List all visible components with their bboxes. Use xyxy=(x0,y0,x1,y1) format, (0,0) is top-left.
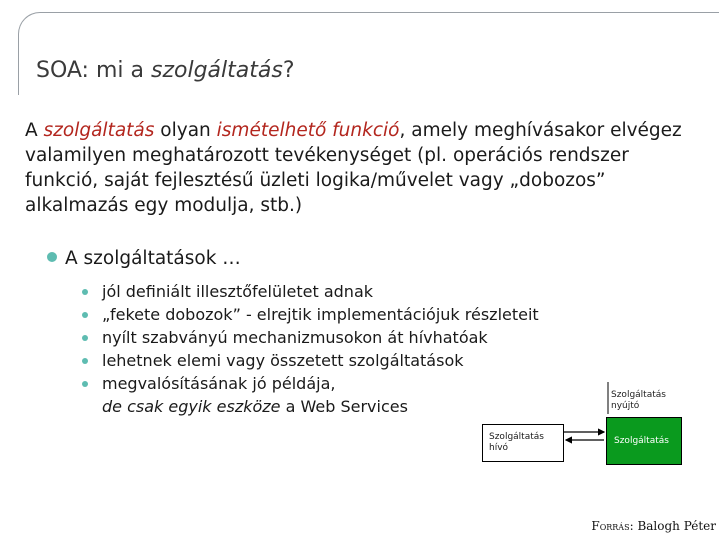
bullet-level1-text: A szolgáltatások … xyxy=(65,248,241,269)
intro-term: szolgáltatás xyxy=(43,120,155,141)
intro-term-2: ismételhető funkció xyxy=(216,120,400,141)
intro-text-3: , amely meghívásakor elvégez valamilyen meghatározott tevékenységet (pl. operációs rendszer funkció, saját fejlesztésű üzleti logika/művelet vagy „dobozos” alkalmazás egy modulja, stb.) xyxy=(25,120,682,216)
bullet-dot-icon xyxy=(82,289,88,295)
intro-text-2: olyan xyxy=(154,120,217,141)
intro-text-1: A xyxy=(25,120,44,141)
slide-title xyxy=(36,58,295,83)
bullet-level1 xyxy=(47,248,241,269)
provider-label-line-1: Szolgáltatás xyxy=(611,390,666,400)
list-item xyxy=(82,349,562,372)
bullet-dot-icon xyxy=(47,252,57,262)
provider-label xyxy=(611,390,691,412)
list-item-text: lehetnek elemi vagy összetett szolgáltatások xyxy=(102,351,464,370)
source-separator: : xyxy=(629,519,638,533)
list-item-text: „fekete dobozok” - elrejtik implementációjuk részleteit xyxy=(102,305,539,324)
list-item-text: jól definiált illesztőfelületet adnak xyxy=(102,282,374,301)
list-item xyxy=(82,372,562,395)
title-prefix: SOA: mi a xyxy=(36,58,151,83)
title-suffix: ? xyxy=(282,58,295,83)
consumer-label xyxy=(489,432,544,454)
list-item-text: nyílt szabványú mechanizmusokon át hívhatóak xyxy=(102,328,488,347)
intro-paragraph xyxy=(25,118,685,218)
consumer-box xyxy=(482,424,564,462)
service-box xyxy=(606,417,682,465)
bullet-dot-icon xyxy=(82,358,88,364)
consumer-label-line-2: hívó xyxy=(489,443,509,453)
continuation-italic: de csak egyik eszköze xyxy=(102,397,281,416)
consumer-label-line-1: Szolgáltatás xyxy=(489,432,544,442)
sub-bullet-list xyxy=(82,280,562,418)
list-item xyxy=(82,303,562,326)
list-item xyxy=(82,326,562,349)
bullet-dot-icon xyxy=(82,381,88,387)
list-item xyxy=(82,280,562,303)
service-label: Szolgáltatás xyxy=(614,436,669,446)
source-credit xyxy=(591,519,716,533)
source-label: Forrás xyxy=(591,519,630,533)
continuation-text: a Web Services xyxy=(280,397,408,416)
provider-label-line-2: nyújtó xyxy=(611,401,640,411)
list-item-continuation xyxy=(82,395,562,418)
source-author: Balogh Péter xyxy=(637,519,716,533)
bullet-dot-icon xyxy=(82,335,88,341)
title-italic: szolgáltatás xyxy=(150,58,283,83)
list-item-text: megvalósításának jó példája, xyxy=(102,374,336,393)
bullet-dot-icon xyxy=(82,312,88,318)
